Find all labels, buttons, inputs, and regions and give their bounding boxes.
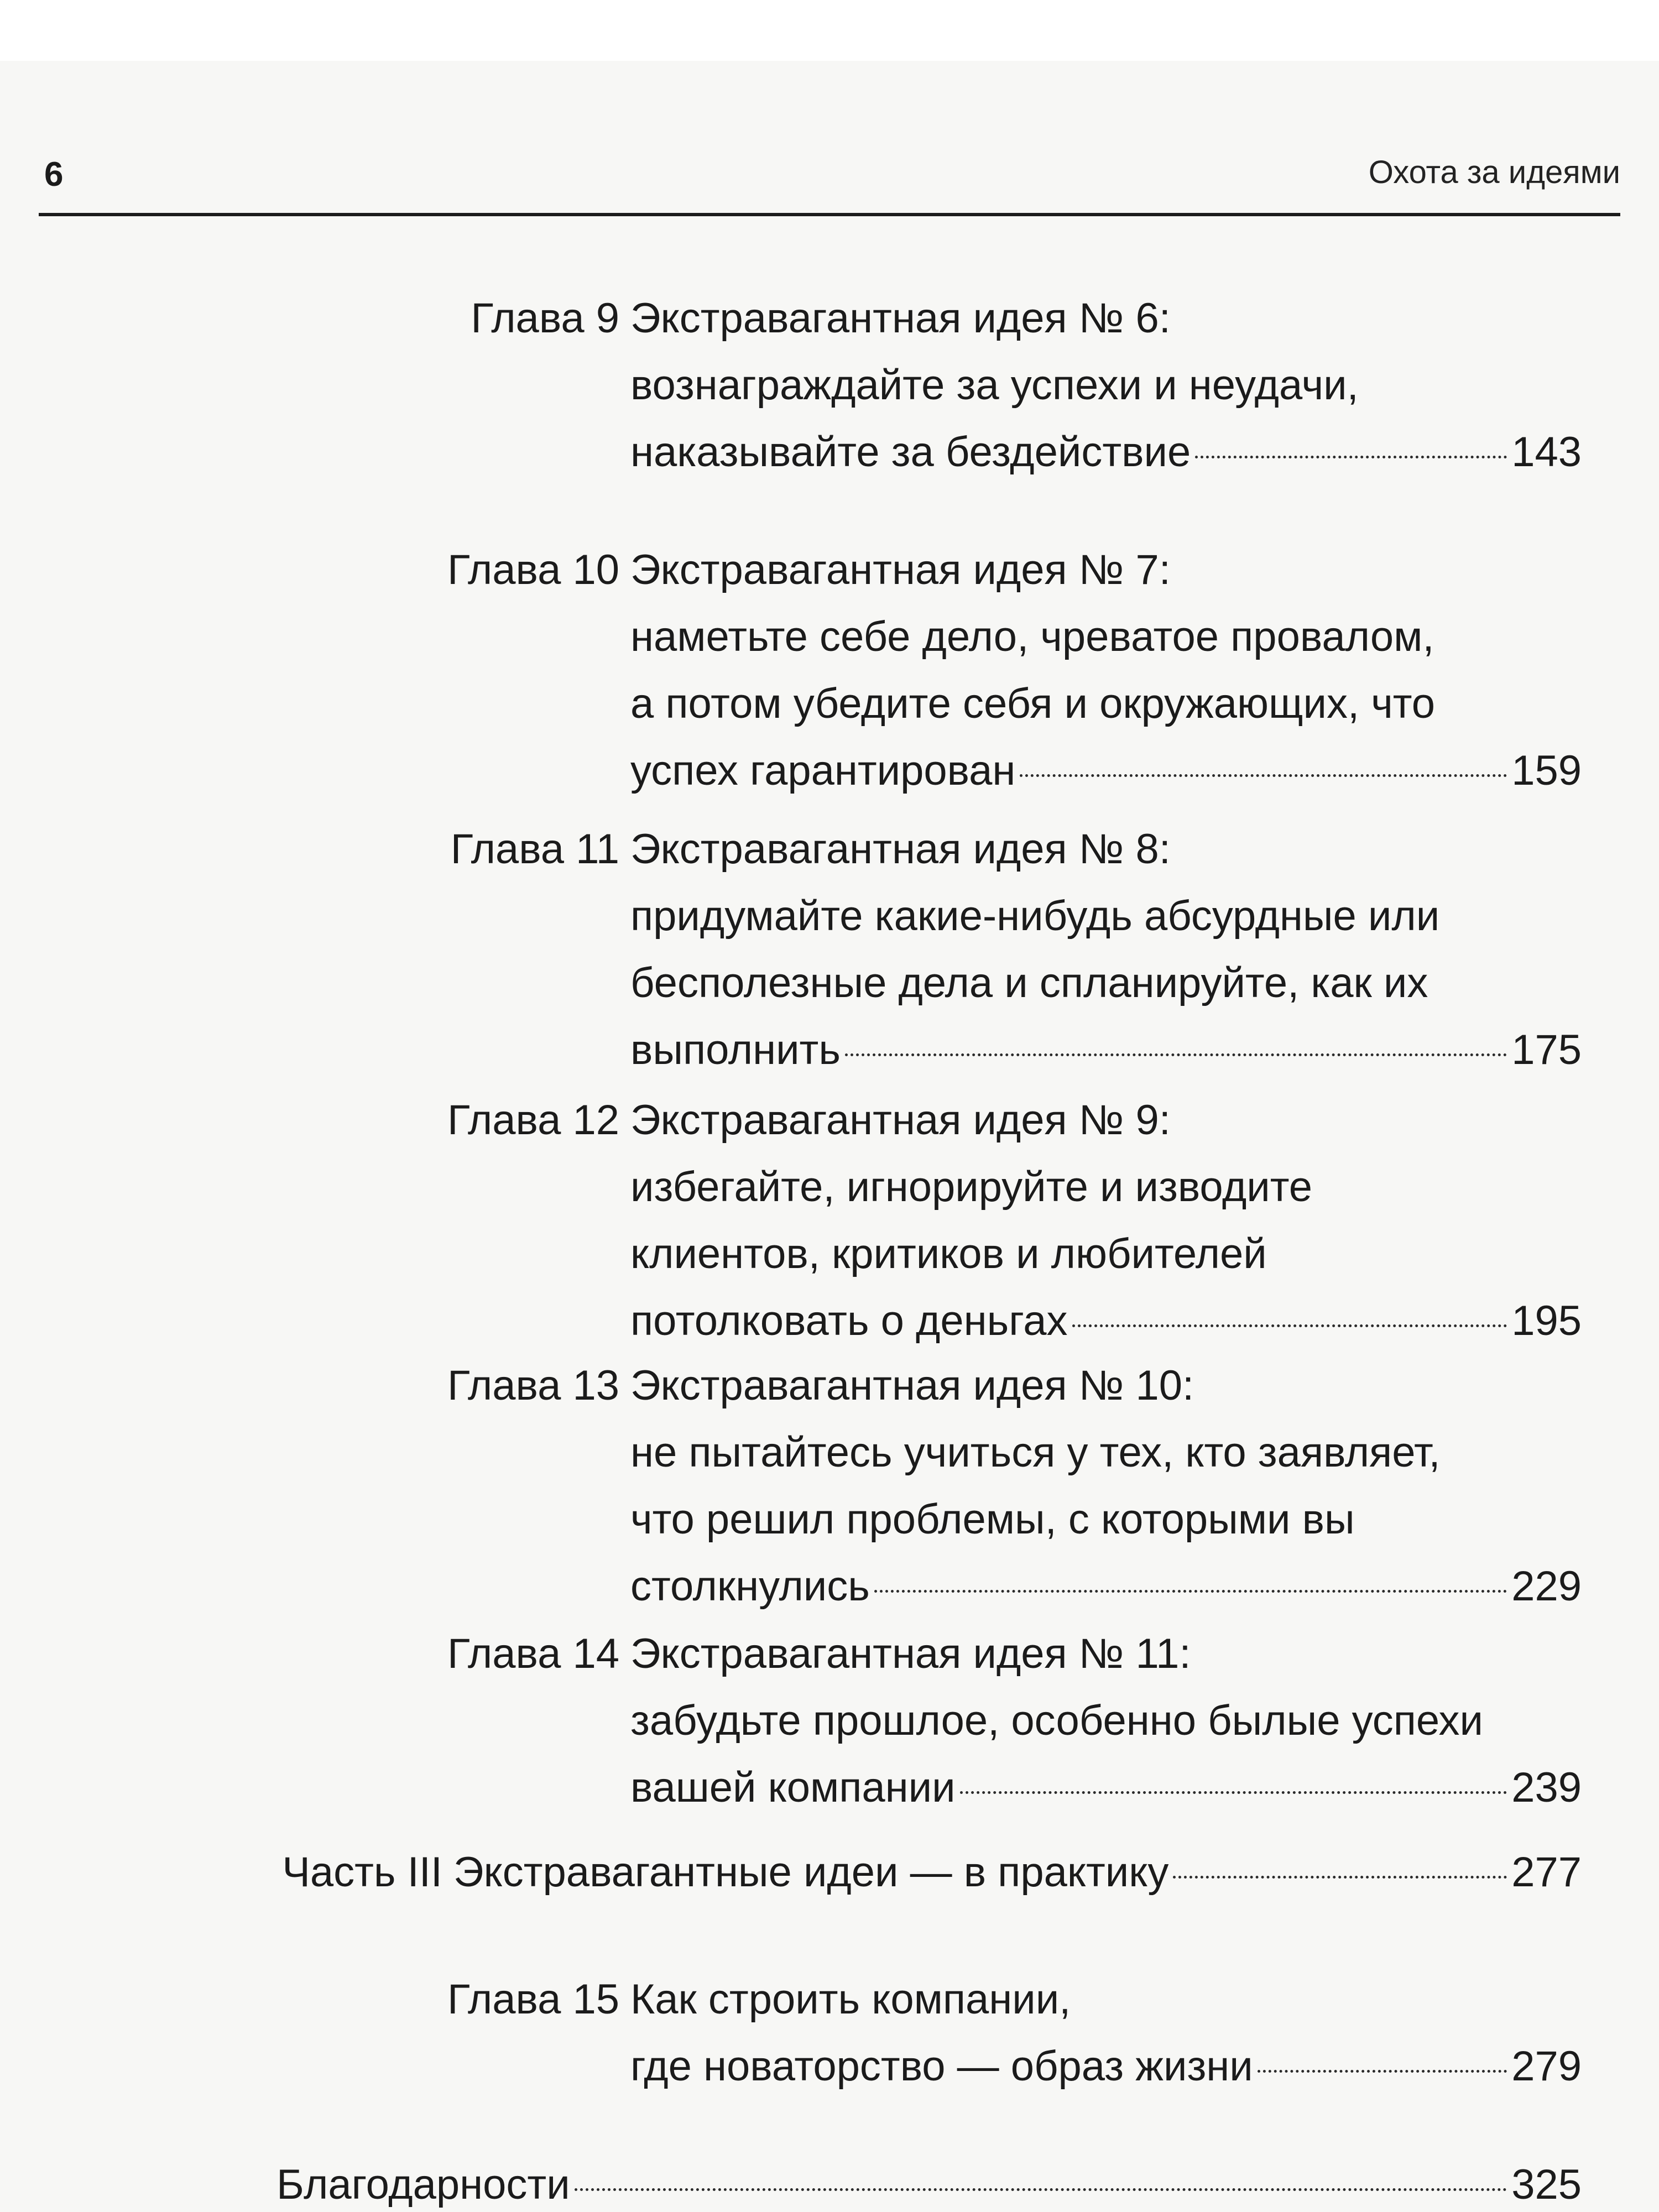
toc-entry-title	[276, 2151, 1582, 2212]
toc-entry-line: забудьте прошлое, особенно былые успехи	[630, 1697, 1483, 1744]
dot-leader	[1195, 456, 1507, 458]
toc-entry-line: не пытайтесь учиться у тех, кто заявляет,	[630, 1429, 1441, 1476]
toc-entry-label: Часть III	[282, 1849, 442, 1896]
toc-entry-last-line	[630, 1016, 1582, 1083]
toc-entry-last-line	[630, 2033, 1582, 2100]
toc-entry-line: выполнить	[630, 1026, 841, 1073]
toc-entry-last-line	[630, 1754, 1582, 1821]
toc-entry-line: наказывайте за бездействие	[630, 429, 1191, 476]
toc-page-number: 279	[1511, 2043, 1582, 2090]
toc-entry-line: вашей компании	[630, 1764, 956, 1811]
toc-entry-last-line	[630, 737, 1582, 804]
toc-entry-line: а потом убедите себя и окружающих, что	[630, 680, 1436, 727]
dot-leader	[1258, 2070, 1507, 2073]
toc-entry-last-line	[630, 1287, 1582, 1354]
toc-entry-line: Экстравагантная идея № 9:	[630, 1097, 1171, 1144]
toc-page-number: 229	[1511, 1563, 1582, 1610]
toc-entry-line: потолковать о деньгах	[630, 1297, 1068, 1344]
toc-entry-title	[630, 1620, 1582, 1821]
toc-page-number: 277	[1511, 1849, 1582, 1896]
running-title: Охота за идеями	[1368, 154, 1620, 190]
toc-page-number: 325	[1511, 2161, 1582, 2208]
toc-entry-last-line	[453, 1839, 1582, 1906]
dot-leader	[1173, 1876, 1507, 1879]
toc-entry-line: где новаторство — образ жизни	[630, 2043, 1253, 2090]
toc-entry-label: Глава 12	[447, 1097, 619, 1144]
toc-entry-line: клиентов, критиков и любителей	[630, 1230, 1267, 1277]
toc-entry-line: столкнулись	[630, 1563, 870, 1610]
toc-entry-title	[453, 1839, 1582, 1906]
dot-leader	[960, 1791, 1507, 1794]
toc-entry-label: Глава 11	[450, 826, 619, 873]
toc-entry-label: Глава 14	[447, 1630, 619, 1677]
toc-entry-line: наметьте себе дело, чреватое провалом,	[630, 613, 1434, 660]
toc-entry-title	[630, 1966, 1582, 2100]
dot-leader	[845, 1053, 1507, 1056]
dot-leader	[575, 2188, 1507, 2191]
toc-entry-line: что решил проблемы, с которыми вы	[630, 1496, 1355, 1543]
toc-entry-line: бесполезные дела и спланируйте, как их	[630, 959, 1428, 1006]
toc-entry-line: Как строить компании,	[630, 1976, 1071, 2023]
toc-page-number: 143	[1511, 429, 1582, 476]
toc-entry-label: Глава 10	[447, 546, 619, 593]
toc-entry-line: успех гарантирован	[630, 747, 1016, 794]
toc-entry-line: придумайте какие-нибудь абсурдные или	[630, 893, 1440, 940]
toc-entry-last-line	[276, 2151, 1582, 2212]
toc-entry-title	[630, 1087, 1582, 1354]
dot-leader	[1072, 1324, 1507, 1327]
toc-entry-title	[630, 816, 1582, 1083]
page-number: 6	[44, 155, 64, 194]
toc-page-number: 239	[1511, 1764, 1582, 1811]
dot-leader	[1020, 774, 1507, 777]
toc-entry-title	[630, 1352, 1582, 1620]
toc-entry-last-line	[630, 419, 1582, 486]
toc-entry-title	[630, 536, 1582, 804]
dot-leader	[874, 1590, 1507, 1593]
table-of-contents	[0, 61, 1659, 2212]
toc-entry-label: Глава 9	[471, 295, 619, 342]
toc-entry-label: Глава 15	[447, 1976, 619, 2023]
toc-entry-line: избегайте, игнорируйте и изводите	[630, 1164, 1312, 1211]
toc-entry-line: Экстравагантная идея № 7:	[630, 546, 1171, 593]
toc-entry-line: Экстравагантная идея № 11:	[630, 1630, 1191, 1677]
toc-entry-label: Глава 13	[447, 1362, 619, 1409]
toc-page-number: 175	[1511, 1026, 1582, 1073]
toc-entry-line: вознаграждайте за успехи и неудачи,	[630, 362, 1359, 409]
toc-entry-title	[630, 285, 1582, 486]
toc-entry-line: Экстравагантная идея № 10:	[630, 1362, 1194, 1409]
toc-page-number: 195	[1511, 1297, 1582, 1344]
toc-entry-last-line	[630, 1553, 1582, 1620]
book-page	[0, 61, 1659, 2212]
toc-entry-line: Экстравагантная идея № 8:	[630, 826, 1171, 873]
toc-entry-line: Благодарности	[276, 2161, 570, 2208]
toc-page-number: 159	[1511, 747, 1582, 794]
toc-entry-line: Экстравагантные идеи — в практику	[453, 1849, 1169, 1896]
toc-entry-line: Экстравагантная идея № 6:	[630, 295, 1171, 342]
